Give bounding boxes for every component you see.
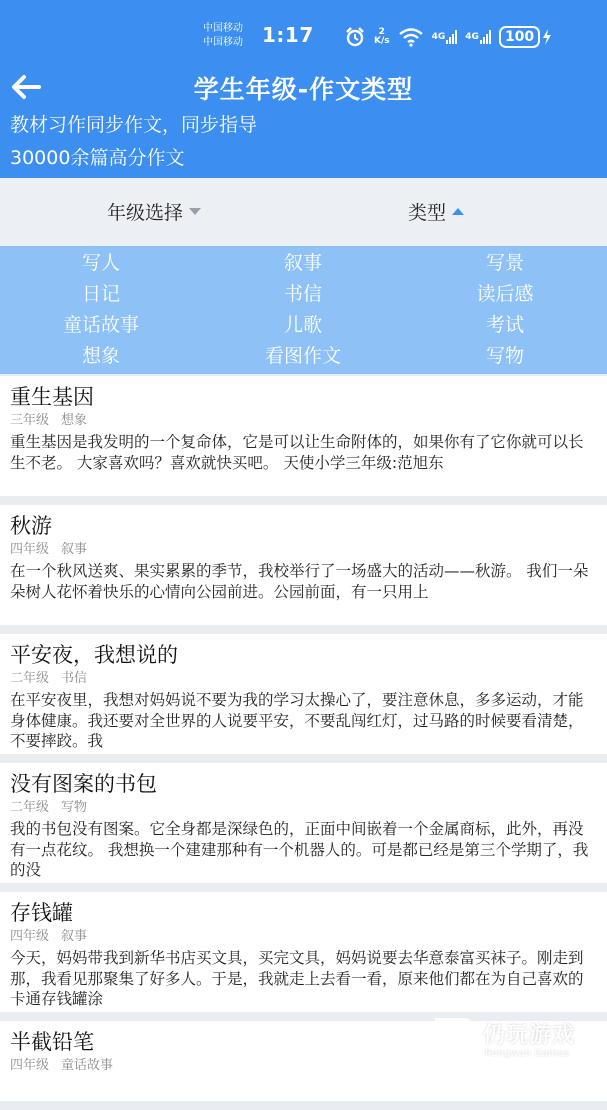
essay-card[interactable] [0, 634, 607, 754]
chevron-down-icon [189, 208, 201, 215]
essay-title: 半截铅笔 [10, 1030, 94, 1054]
status-clock: 1:17 [262, 23, 314, 47]
type-option[interactable]: 看图作文 [264, 345, 341, 367]
type-option[interactable]: 考试 [485, 314, 524, 336]
essay-meta [10, 412, 597, 430]
watermark-name: 仍玩游戏 [483, 1023, 576, 1048]
network-type-2: 4G [465, 32, 479, 42]
essay-meta [10, 670, 597, 688]
page-title: 学生年级-作文类型 [193, 75, 414, 104]
filter-bar [0, 178, 607, 246]
type-option[interactable]: 叙事 [283, 252, 322, 274]
header-subtitle-1: 教材习作同步作文，同步指导 [10, 114, 258, 136]
essay-card[interactable] [0, 892, 607, 1012]
essay-card[interactable] [0, 763, 607, 883]
type-option[interactable]: 读后感 [476, 283, 534, 305]
header-subtitle-2: 30000余篇高分作文 [10, 147, 185, 169]
grade-filter-label: 年级选择 [107, 202, 184, 224]
chevron-up-icon [452, 208, 464, 215]
type-option[interactable]: 儿歌 [283, 314, 322, 336]
essay-grade: 四年级 [10, 929, 50, 944]
type-option[interactable]: 书信 [283, 283, 322, 305]
grade-filter-dropdown[interactable] [107, 198, 201, 225]
essay-list [0, 376, 607, 1110]
watermark-sub: Rengwan Games [485, 1048, 570, 1059]
speed-value: 2 [378, 27, 385, 37]
signal-icon-1 [432, 30, 458, 44]
essay-grade: 三年级 [10, 413, 50, 428]
carrier-1: 中国移动 [203, 23, 243, 34]
essay-meta [10, 928, 597, 946]
essay-grade: 二年级 [10, 671, 50, 686]
carrier-labels [203, 22, 243, 50]
type-options-panel [0, 246, 607, 374]
carrier-2: 中国移动 [203, 37, 243, 48]
status-bar [0, 14, 607, 58]
battery-level: 100 [499, 26, 540, 48]
essay-category: 写物 [61, 800, 88, 815]
essay-title: 平安夜，我想说的 [10, 643, 178, 667]
signal-icon-2 [465, 30, 491, 44]
essay-excerpt: 在平安夜里，我想对妈妈说不要为我的学习太操心了，要注意休息，多多运动，才能身体健康。我还要对全世界的人说要平安，不要乱闯红灯，过马路的时候要看清楚，不要摔跤。我 [10, 691, 584, 750]
type-option[interactable]: 童话故事 [62, 314, 139, 336]
type-option[interactable]: 日记 [81, 283, 120, 305]
type-option[interactable]: 想象 [81, 345, 120, 367]
app-header [0, 0, 607, 178]
essay-card[interactable] [0, 505, 607, 625]
essay-excerpt: 在一个秋风送爽、果实累累的季节，我校举行了一场盛大的活动——秋游。 我们一朵朵树人花怀着快乐的心情向公园前进。公园前面，有一只用上 [10, 562, 589, 601]
essay-category: 叙事 [61, 542, 88, 557]
essay-title: 秋游 [10, 514, 52, 538]
type-filter-label: 类型 [408, 202, 447, 224]
essay-category: 叙事 [61, 929, 88, 944]
wifi-icon [398, 27, 424, 47]
speed-unit: K/s [374, 36, 390, 46]
essay-grade: 二年级 [10, 800, 50, 815]
type-option[interactable]: 写人 [81, 252, 120, 274]
status-icons [344, 24, 552, 50]
essay-excerpt: 重生基因是我发明的一个复命体，它是可以让生命附体的，如果你有了它你就可以长生不老。 大家喜欢吗？喜欢就快买吧。 天使小学三年级:范旭东 [10, 433, 584, 472]
watermark [425, 1010, 607, 1080]
type-filter-dropdown[interactable] [408, 198, 464, 225]
battery-icon [499, 26, 552, 48]
essay-title: 存钱罐 [10, 901, 73, 925]
type-option[interactable]: 写景 [485, 252, 524, 274]
essay-title: 重生基因 [10, 385, 94, 409]
network-speed [374, 28, 390, 46]
alarm-icon [344, 26, 366, 48]
essay-meta [10, 799, 597, 817]
essay-title: 没有图案的书包 [10, 772, 157, 796]
essay-category: 想象 [61, 413, 88, 428]
essay-excerpt: 我的书包没有图案。它全身都是深绿色的，正面中间嵌着一个金属商标，此外，再没有一点花纹。 我想换一个建建那种有一个机器人的。可是都已经是第三个学期了，我的没 [10, 820, 589, 879]
essay-card[interactable] [0, 376, 607, 496]
network-type-1: 4G [431, 32, 446, 42]
essay-excerpt: 今天，妈妈带我到新华书店买文具，买完文具，妈妈说要去华意泰富买袜子。刚走到那，我看见那聚集了好多人。于是，我就走上去看一看，原来他们都在为自己喜欢的卡通存钱罐涂 [10, 949, 584, 1008]
type-option[interactable]: 写物 [485, 345, 524, 367]
watermark-logo-icon [433, 1016, 477, 1072]
essay-category: 书信 [61, 671, 88, 686]
essay-meta [10, 541, 597, 559]
essay-category: 童话故事 [61, 1058, 114, 1073]
essay-grade: 四年级 [10, 542, 50, 557]
essay-grade: 四年级 [10, 1058, 50, 1073]
